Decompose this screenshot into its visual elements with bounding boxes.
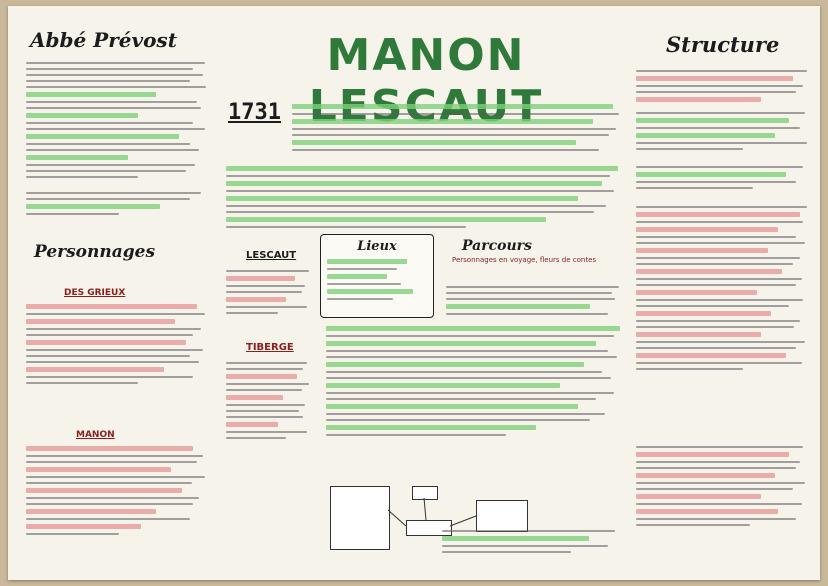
des-grieux-heading: DES GRIEUX <box>64 288 126 298</box>
structure-part-3 <box>636 162 814 193</box>
structure-part-4 <box>636 202 814 374</box>
intro-text <box>292 102 626 155</box>
author-text <box>26 58 212 219</box>
des-grieux-text <box>26 302 212 388</box>
poster-sheet <box>8 6 820 580</box>
right-column <box>636 6 814 580</box>
characters-heading: Personnages <box>34 242 156 262</box>
structure-heading: Structure <box>666 32 780 57</box>
structure-part-2 <box>636 108 814 154</box>
lieux-text <box>327 257 427 304</box>
page-title: MANON <box>326 30 526 81</box>
parcours-heading: Parcours <box>462 238 532 254</box>
lescaut-text <box>226 266 312 318</box>
closing-text <box>442 526 626 557</box>
lieux-box <box>320 234 434 318</box>
left-column <box>26 6 212 580</box>
parcours-text <box>446 282 626 319</box>
lescaut-heading: LESCAUT <box>246 250 297 261</box>
structure-part-1 <box>636 66 814 104</box>
author-heading: Abbé Prévost <box>30 28 177 52</box>
structure-summary <box>226 164 626 232</box>
tiberge-text <box>226 358 312 443</box>
parcours-long-text <box>326 324 626 440</box>
manon-text <box>26 444 212 539</box>
tiberge-heading: TIBERGE <box>246 342 294 353</box>
year-label: 1731 <box>228 100 281 125</box>
parcours-subtitle: Personnages en voyage, fleurs de contes <box>452 256 597 264</box>
manon-heading: MANON <box>76 430 115 440</box>
lieux-heading: Lieux <box>357 239 397 254</box>
middle-column <box>222 6 630 580</box>
structure-part-5 <box>636 442 814 530</box>
